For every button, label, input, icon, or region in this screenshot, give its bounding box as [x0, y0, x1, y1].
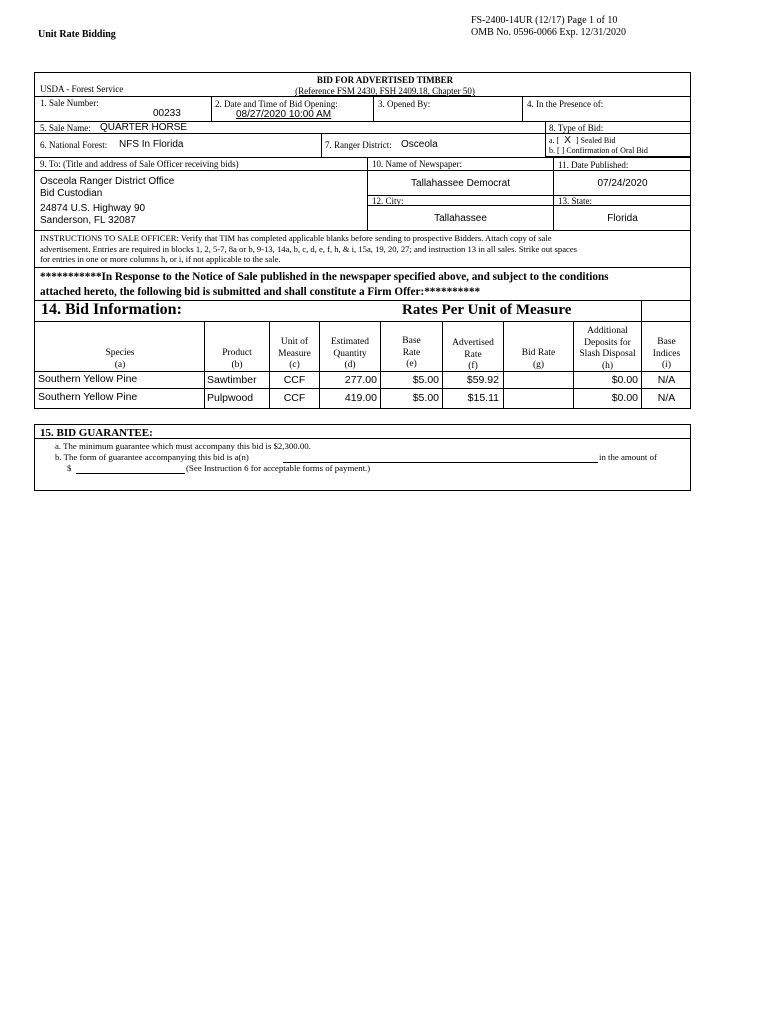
form-title: Unit Rate Bidding [38, 29, 116, 40]
ranger-district-field[interactable]: Osceola [401, 139, 438, 150]
divider [34, 96, 691, 97]
date-published-field[interactable]: 07/24/2020 [597, 178, 648, 189]
column-header-base-rate: Base Rate (e) [402, 336, 421, 369]
dollar-sign-label: $ [67, 463, 72, 473]
city-label: 12. City: [372, 196, 404, 206]
state-field[interactable]: Florida [607, 213, 638, 224]
omb-number: OMB No. 0596-0066 Exp. 12/31/2020 [471, 27, 626, 38]
sale-number-field[interactable]: 00233 [153, 108, 181, 119]
advertised-rate-cell: $59.92 [466, 374, 499, 386]
firm-offer-statement: ***********In Response to the Notice of Sale published in the newspaper specified above, and subject to the conditions attached hereto, the following bid is submitted and shall constitute a Firm Offer:********** [40, 271, 609, 298]
agency-name: USDA - Forest Service [40, 84, 124, 94]
base-rate-cell: $5.00 [412, 392, 439, 404]
indices-cell: N/A [657, 392, 676, 404]
base-rate-cell: $5.00 [412, 374, 439, 386]
unit-cell: CCF [283, 374, 306, 386]
indices-cell: N/A [657, 374, 676, 386]
bid-opening-field[interactable]: 08/27/2020 10:00 AM [236, 109, 332, 120]
unit-cell: CCF [283, 392, 306, 404]
sale-officer-label: 9. To: (Title and address of Sale Officer receiving bids) [40, 159, 239, 169]
column-header-product: Product (b) [222, 348, 252, 370]
column-header-quantity: Estimated Quantity (d) [331, 337, 369, 370]
bid-type-label: 8. Type of Bid: [549, 123, 604, 133]
bid-opening-label: 2. Date and Time of Bid Opening: [215, 99, 338, 109]
newspaper-label: 10. Name of Newspaper: [372, 159, 462, 169]
quantity-cell: 419.00 [344, 392, 377, 404]
species-cell: Southern Yellow Pine [38, 391, 138, 403]
city-field[interactable]: Tallahassee [434, 213, 487, 224]
reference-text: (Reference FSM 2430, FSH 2409.18, Chapter 50) [295, 86, 475, 96]
sealed-bid-checkmark: X [564, 135, 571, 146]
bid-guarantee-title: 15. BID GUARANTEE: [40, 427, 153, 439]
oral-bid-option[interactable]: b. [ ] Confirmation of Oral Bid [549, 146, 648, 155]
guarantee-form-label: b. The form of guarantee accompanying this bid is a(n) [55, 452, 249, 462]
date-published-label: 11. Date Published: [558, 160, 629, 170]
sale-number-label: 1. Sale Number: [40, 98, 99, 108]
payment-instruction-note: (See Instruction 6 for acceptable forms of payment.) [186, 463, 371, 473]
product-cell: Sawtimber [207, 374, 257, 386]
deposits-cell: $0.00 [611, 392, 638, 404]
opened-by-label: 3. Opened By: [378, 99, 431, 109]
sale-name-field[interactable]: QUARTER HORSE [100, 122, 188, 133]
column-header-slash-deposits: Additional Deposits for Slash Disposal (h) [579, 326, 636, 371]
bid-information-title: 14. Bid Information: [41, 301, 182, 318]
deposits-cell: $0.00 [611, 374, 638, 386]
guarantee-amount-field[interactable] [76, 473, 185, 474]
ranger-district-label: 7. Ranger District: [325, 140, 392, 150]
product-cell: Pulpwood [207, 392, 254, 404]
advertised-rate-cell: $15.11 [467, 392, 499, 404]
amount-of-label: in the amount of [599, 452, 657, 462]
column-header-unit: Unit of Measure (c) [278, 337, 311, 370]
column-header-bid-rate: Bid Rate (g) [521, 348, 556, 370]
forest-field[interactable]: NFS In Florida [119, 139, 184, 150]
sale-name-label: 5. Sale Name: [40, 123, 91, 133]
quantity-cell: 277.00 [344, 374, 377, 386]
species-cell: Southern Yellow Pine [38, 373, 138, 385]
instructions-text: INSTRUCTIONS TO SALE OFFICER: Verify that TIM has completed applicable blanks before sending to prospective Bidders. Attach copy of sale advertisement. Entries are required in blocks 1, 2, 5-7, 8a or b, 9-13, 14a, b, c, d, e, f, h, & i, 15a, 19, 20, 27; and instruction 13 in all sales. Strike out spaces for entries in one or more columns h, or i, if not applicable to the sale. [40, 233, 577, 264]
sale-officer-address[interactable]: Osceola Ranger District Office Bid Custodian 24874 U.S. Highway 90 Sanderson, FL 32087 [40, 176, 175, 226]
column-header-base-indices: Base Indices (i) [652, 337, 681, 370]
column-header-species: Species (a) [105, 348, 135, 370]
rates-per-unit-title: Rates Per Unit of Measure [402, 302, 572, 318]
forest-label: 6. National Forest: [40, 140, 108, 150]
column-header-advertised-rate: Advertised Rate (f) [452, 338, 494, 371]
presence-label: 4. In the Presence of: [527, 99, 604, 109]
state-label: 13. State: [558, 196, 592, 206]
sealed-bid-option[interactable]: a. [ X ] Sealed Bid [549, 135, 616, 146]
form-number: FS-2400-14UR (12/17) Page 1 of 10 [471, 15, 618, 26]
newspaper-field[interactable]: Tallahassee Democrat [411, 178, 510, 189]
bid-title: BID FOR ADVERTISED TIMBER [316, 75, 454, 85]
minimum-guarantee-text: a. The minimum guarantee which must accompany this bid is $2,300.00. [55, 441, 311, 451]
